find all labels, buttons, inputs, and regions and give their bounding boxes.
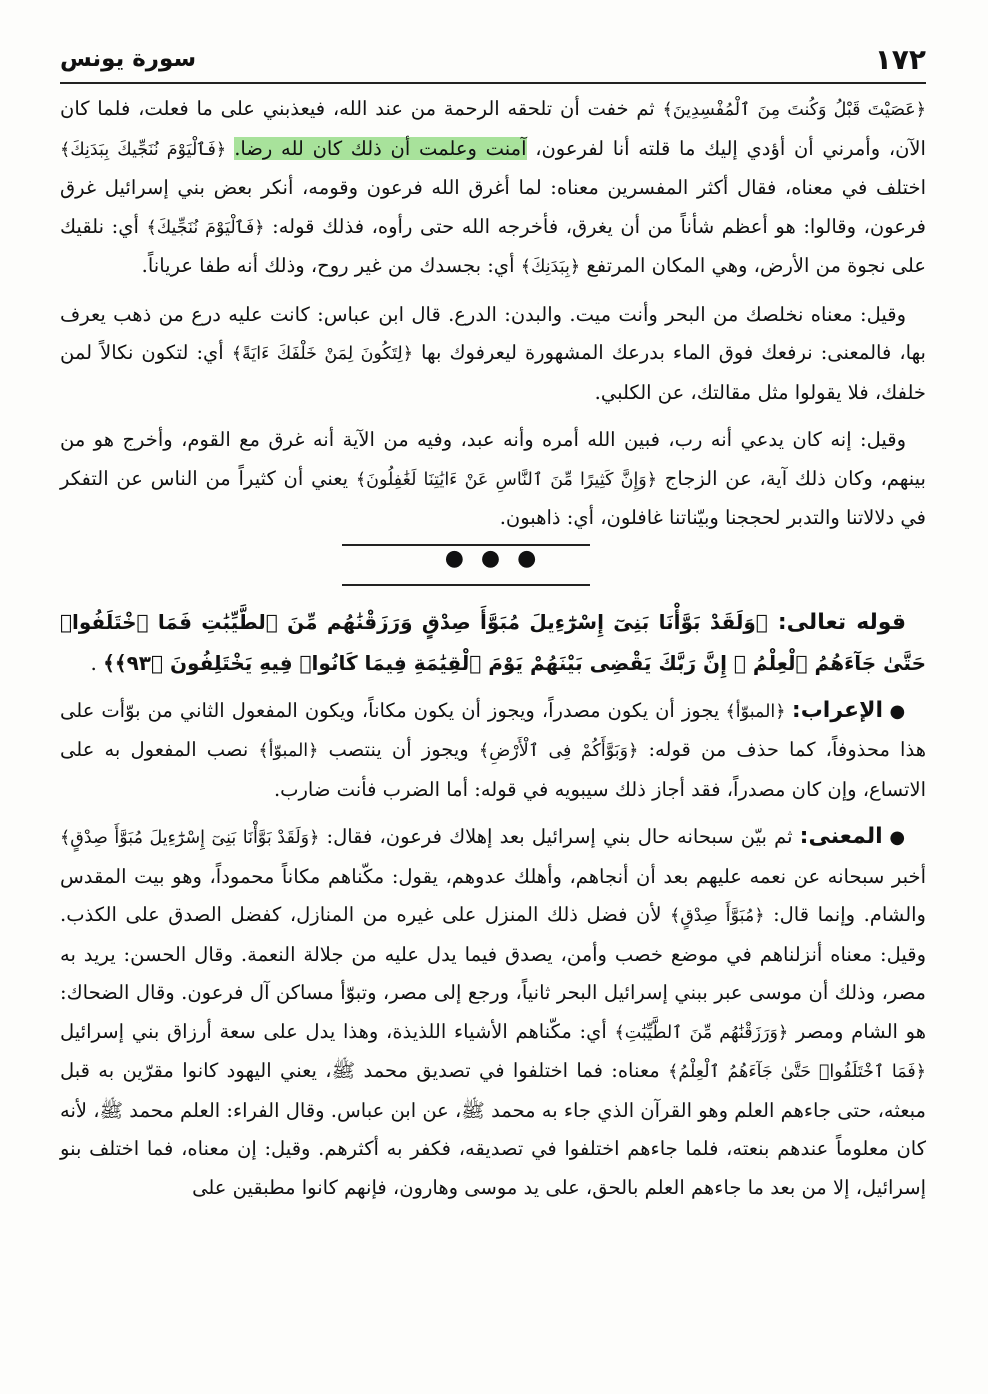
quran-quote: ﴿فَٱلْيَوْمَ نُنَجِّيكَ﴾: [146, 217, 265, 238]
verse-end: .: [90, 650, 104, 675]
verse-label: قوله تعالى:: [767, 609, 907, 635]
book-page: [60, 30, 926, 1380]
text-run: ثم خفت أن تلحقه الرحمة من عند الله، فيعذبني على ما فعلت، فلما كان الآن، وأمرني أن أؤدي إليك ما قلته أنا لفرعون،: [60, 97, 926, 160]
text-run: أخبر سبحانه عن نعمه عليهم بعد أن أنجاهم، وأهلك عدوهم، يقول: مكّناهم مكاناً محموداً، وهو بيت المقدس والشام. وإنما قال:: [60, 864, 926, 926]
meaning-paragraph: [60, 818, 926, 1207]
irab-paragraph: [60, 692, 926, 810]
bullet: ●: [883, 700, 906, 722]
text-run: أي: بجسدك من غير روح، وذلك أنه طفا عرياناً.: [141, 254, 521, 277]
text-run: يجوز أن يكون مصدراً، ويجوز أن يكون مكاناً، ويكون المفعول الثاني من بوّأت على هذا محذوفاً، كما حذف من قوله:: [60, 698, 926, 761]
quran-quote: ﴿المبوّأ﴾: [725, 701, 792, 722]
quran-quote: ﴿لِتَكُونَ لِمَنْ خَلْفَكَ ءَايَةً﴾: [231, 344, 413, 364]
text-run: أي: مكّناهم الأشياء اللذيذة، وهذا يدل على سعة أرزاق بني إسرائيل: [60, 1019, 615, 1043]
paragraph-3: [60, 421, 926, 538]
quran-quote: ﴿عَصَيْتَ قَبْلُ وَكُنتَ مِنَ ٱلْمُفْسِدِينَ﴾: [662, 100, 927, 120]
quran-quote: ﴿وَإِنَّ كَثِيرًا مِّنَ ٱلنَّاسِ عَنْ ءَايَٰتِنَا لَغَٰفِلُونَ﴾: [355, 469, 658, 490]
text-run: وقيل: معناه نخلصك من البحر وأنت ميت. والبدن: الدرع. قال ابن عباس: كانت عليه درع من ذهب يعرف بها، فالمعنى: نرفعك فوق الماء بدرعك المشهورة ليعرفوك بها: [60, 302, 926, 364]
verse-heading: [60, 602, 926, 683]
text-run: ويجوز أن ينتصب: [318, 738, 479, 761]
text-run: أي: نلقيك على نجوة من الأرض، وهي المكان المرتفع: [60, 214, 926, 277]
bullet: ●: [882, 827, 906, 848]
text-run: لأن فضل ذلك المنزل على غيره من المنازل، كفضل الصدق على الكذب. وقيل: معناه أنزلناهم في موضع خصب وأمن، يصدق فيما يدل عليه من جلالة النعمة. وقال الحسن: يريد به مصر، وذلك أن موسى عبر ببني إسرائيل البحر ثانياً، ورجع إلى مصر، وتبوّأ مساكن آل فرعون. وقال الضحاك: هو الشام ومصر: [60, 903, 926, 1043]
section-separator: [60, 538, 926, 602]
paragraph-1: [60, 90, 926, 287]
page-header: [60, 36, 926, 82]
separator-dots: ● ● ●: [444, 545, 542, 571]
quran-quote: ﴿المبوّأ﴾: [258, 741, 319, 761]
quran-quote: ﴿وَبَوَّأَكُمْ فِى ٱلْأَرْضِ﴾: [478, 741, 639, 761]
surah-name: سورة يونس: [60, 46, 197, 72]
text-run: معناه: فما اختلفوا في تصديق محمد ﷺ، يعني اليهود كانوا مقرّين به قبل مبعثه، حتى جاءهم العلم وهو القرآن الذي جاء به محمد ﷺ، عن ابن عباس. وقال الفراء: العلم محمد ﷺ، لأنه كان معلوماً عندهم بنعته، فلما جاءهم اختلفوا في تصديقه، فكفر به أكثرهم. وقيل: إن معناه، فما اختلف بنو إسرائيل، إلا من بعد ما جاءهم العلم بالحق، على يد موسى وهارون، فإنهم كانوا مطبقين على: [60, 1059, 926, 1199]
page-number: ١٧٢: [874, 42, 926, 76]
text-run: ثم بيّن سبحانه حال بني إسرائيل بعد إهلاك فرعون، فقال:: [319, 825, 800, 848]
text-run: وقيل: إنه كان يدعي أنه رب، فبين الله أمره وأنه عبد، وفيه من الآية أنه غرق مع القوم، وأخرج هو من بينهم، وكان ذلك آية، عن الزجاج: [60, 428, 926, 490]
meaning-label: المعنى:: [799, 824, 883, 849]
verse-text: ﴿وَلَقَدْ بَوَّأْنَا بَنِىٓ إِسْرَٰٓءِيلَ مُبَوَّأَ صِدْقٍ وَرَزَقْنَٰهُم مِّنَ ٱلطَّيِّبَٰتِ فَمَا ٱخْتَلَفُوا۟ حَتَّىٰ جَآءَهُمُ ٱلْعِلْمُ ۚ إِنَّ رَبَّكَ يَقْضِى بَيْنَهُمْ يَوْمَ ٱلْقِيَٰمَةِ فِيمَا كَانُوا۟ فِيهِ يَخْتَلِفُونَ ﴿٩٣﴾﴾: [60, 609, 926, 675]
quran-quote: ﴿مُبَوَّأَ صِدْقٍ﴾: [669, 906, 765, 926]
text-run: يعني أن كثيراً من الناس عن التفكر في دلالاتنا والتدبر لحججنا وبيّناتنا غافلون، أي: ذاهبون.: [60, 466, 926, 529]
text-run: اختلف في معناه، فقال أكثر المفسرين معناه: لما أغرق الله فرعون وقومه، أنكر بعض بني إسرائيل غرق فرعون، وقالوا: هو أعظم شأناً من أن يغرق، فأخرجه الله حتى رأوه، فذلك قوله:: [60, 176, 927, 238]
separator-line-bottom: [342, 584, 590, 586]
quran-quote: ﴿فَٱلْيَوْمَ نُنَجِّيكَ بِبَدَنِكَ﴾: [60, 139, 235, 160]
page-body: [60, 90, 926, 1207]
quran-quote: ﴿وَلَقَدْ بَوَّأْنَا بَنِىٓ إِسْرَٰٓءِيلَ مُبَوَّأَ صِدْقٍ﴾: [60, 828, 320, 848]
header-rule: [60, 82, 926, 84]
text-run: نصب المفعول به على الاتساع، وإن كان مصدراً، فقد أجاز ذلك سيبويه في قوله: أما الضرب فأنت ضارب.: [60, 738, 926, 801]
highlighted-text: آمنت وعلمت أن ذلك كان لله رضا.: [234, 136, 527, 160]
quran-quote: ﴿وَرَزَقْنَٰهُم مِّنَ ٱلطَّيِّبَٰتِ﴾: [614, 1022, 789, 1043]
irab-label: الإعراب:: [791, 697, 883, 723]
paragraph-2: [60, 296, 926, 413]
quran-quote: ﴿فَمَا ٱخْتَلَفُوا۟ حَتَّىٰ جَآءَهُمُ ٱلْعِلْمُ﴾: [668, 1062, 926, 1082]
text-run: أي: لتكون نكالاً لمن خلفك، فلا يقولوا مثل مقالتك، عن الكلبي.: [60, 341, 926, 404]
quran-quote: ﴿بِبَدَنِكَ﴾: [520, 257, 581, 277]
